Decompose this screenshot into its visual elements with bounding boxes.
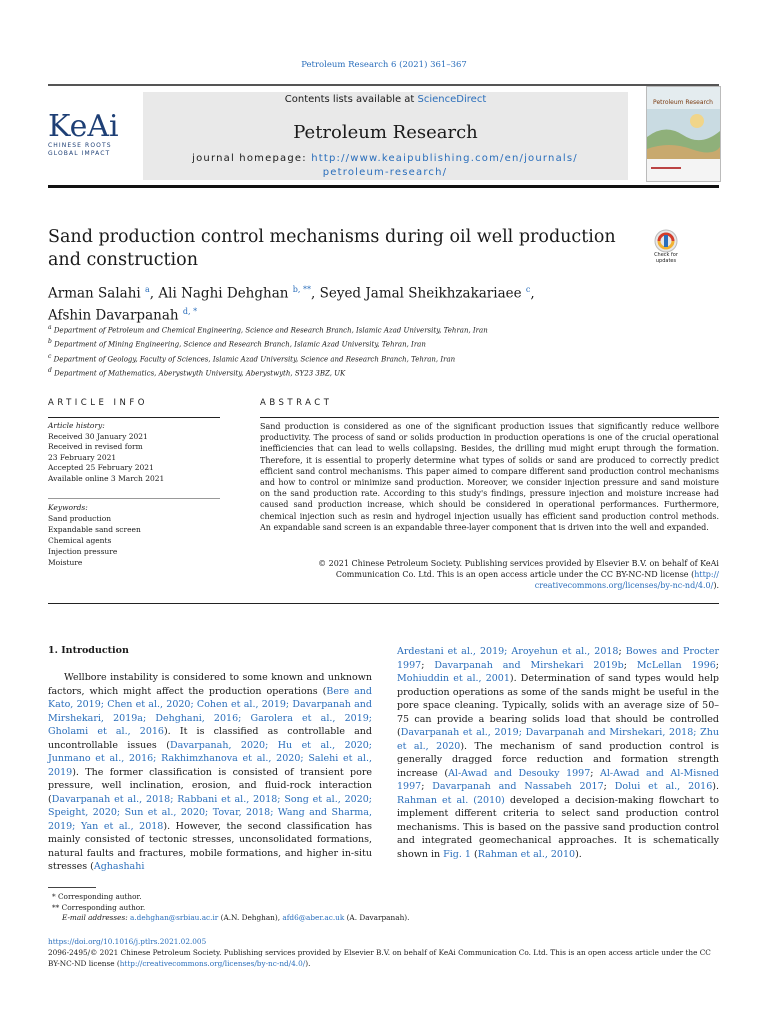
affiliation-text: Department of Mathematics, Aberystwyth University, Aberystwyth, SY23 3BZ, UK <box>54 369 346 378</box>
history-item: Received 30 January 2021 <box>48 431 148 441</box>
copyright-end: ). <box>305 958 311 968</box>
citation-link[interactable]: Davarpanah, 2020; Hu et al., 2020; Junmano et al., 2016; Rakhimzhanova et al., 2020; Salehi et al., 2019 <box>48 739 372 778</box>
citation-link[interactable]: McLellan 1996 <box>636 659 716 671</box>
license-link-part2[interactable]: creativecommons.org/licenses/by-nc-nd/4.0/ <box>534 581 714 591</box>
body-text: ; <box>421 659 435 671</box>
email1-owner: (A.N. Dehghan), <box>218 913 283 922</box>
affiliation-line <box>48 351 688 365</box>
citation-link[interactable]: Aghashahi <box>93 861 145 872</box>
journal-title: Petroleum Research <box>293 122 478 143</box>
citation-link[interactable]: Bere and Kato, 2019; Chen et al., 2020; Cohen et al., 2019; Davarpanah and Mirshekari, 2019a; Dehghani, 2016; Garolera et al., 2019; Gholami et al., 2016 <box>48 685 372 737</box>
email-link-davarpanah[interactable]: afd6@aber.ac.uk <box>282 913 345 922</box>
email2-owner: (A. Davarpanah). <box>344 913 410 922</box>
keai-logo <box>48 109 138 158</box>
copyright-notice <box>48 948 719 969</box>
affiliation-mark: a <box>48 324 52 331</box>
citation-link[interactable]: Ardestani et al., 2019; Aroyehun et al., 2018 <box>397 646 619 657</box>
affiliation-mark: c <box>48 352 52 360</box>
body-text: ; <box>421 781 433 792</box>
author-name: Ali Naghi Dehghan <box>158 285 289 302</box>
body-column-right <box>397 645 719 861</box>
author-affiliation-mark[interactable]: a <box>145 285 150 294</box>
history-label: Article history: <box>48 421 105 430</box>
history-item: Available online 3 March 2021 <box>48 473 165 483</box>
body-text: ; <box>715 659 719 671</box>
section-heading-introduction: 1. Introduction <box>48 645 129 656</box>
logo-tagline-line2: GLOBAL IMPACT <box>48 150 111 157</box>
body-text: Wellbore instability is considered to some known and unknown factors, which might affect the production operations ( <box>48 672 372 697</box>
citation-link[interactable]: Bowes and Procter 1997 <box>397 646 719 671</box>
crossmark-label: Check for updates <box>654 252 678 264</box>
logo-text: KeAi <box>48 109 119 144</box>
citation-link[interactable]: Al-Awad and Al-Misned 1997 <box>397 767 719 792</box>
abstract-text: Sand production is considered as one of the significant production issues that significantly reduce wellbore productivity. The process of sand or solids production in production operations is one of the crucial operational inefficiencies that can lead to wells collapsing. Besides, the drilling mud might erupt through the formation. Therefore, it is essential to properly determine what types of solids or sand are produced to correctly predict efficient sand control mechanisms. This paper aimed to compare different sand production control mechanisms and how to control or minimize sand production. Moreover, we consider injection pressure and sand moisture on the sand production rate. According to this study's findings, pressure injection and moisture increase had caused sand production increase, which should be considered in operational performances. Furthermore, chemical injection such as resin and hydrogel injection usually has efficient sand production control methods. An expandable sand screen is an expandable three-layer component that is driven into the well and expanded. <box>260 422 719 532</box>
contents-line <box>143 94 628 105</box>
corresponding-author-1: * Corresponding author. <box>52 892 142 901</box>
body-text: ). <box>575 848 582 860</box>
body-text: ; <box>623 659 637 671</box>
email-link-dehghan[interactable]: a.dehghan@srbiau.ac.ir <box>130 913 219 922</box>
footnotes <box>52 892 552 924</box>
keyword-item: Injection pressure <box>48 547 118 556</box>
citation-link[interactable]: Al-Awad and Desouky 1997 <box>448 767 591 779</box>
corresponding-author-2: ** Corresponding author. <box>52 902 146 912</box>
affiliations <box>48 322 688 379</box>
logo-tagline-line1: CHINESE ROOTS <box>48 142 112 149</box>
author-affiliation-mark[interactable]: b, ** <box>292 285 311 294</box>
affiliation-mark: b <box>48 338 52 346</box>
license-link-part1[interactable]: http:// <box>694 570 719 580</box>
citation-link[interactable]: Mohiuddin et al., 2001 <box>397 673 510 684</box>
affiliation-text: Department of Mining Engineering, Science and Research Branch, Islamic Azad University, Tehran, Iran <box>54 340 426 349</box>
abstract-bottom-rule <box>48 603 719 604</box>
history-items <box>48 432 223 485</box>
body-text: ( <box>470 848 478 860</box>
affiliation-line <box>48 365 688 379</box>
homepage-link-part1[interactable]: http://www.keaipublishing.com/en/journals/ <box>311 153 578 164</box>
keywords-rule <box>48 498 220 499</box>
keyword-item: Moisture <box>48 558 83 567</box>
keyword-item: Chemical agents <box>48 536 112 545</box>
contents-prefix: Contents lists available at <box>284 94 418 105</box>
body-text: ). It is classified as controllable and uncontrollable issues ( <box>48 726 372 751</box>
keyword-item: Expandable sand screen <box>48 525 141 534</box>
affiliation-line <box>48 322 688 336</box>
header-main-rule <box>48 185 719 188</box>
keyword-item: Sand production <box>48 514 112 523</box>
history-item: Accepted 25 February 2021 <box>48 463 154 472</box>
affiliation-line <box>48 336 688 350</box>
author-name: Arman Salahi <box>48 285 141 302</box>
abstract-rule <box>260 417 719 418</box>
article-title: Sand production control mechanisms during oil well production and construction <box>48 227 616 270</box>
keywords-label: Keywords: <box>48 503 88 512</box>
homepage-link-part2[interactable]: petroleum-research/ <box>322 167 448 178</box>
email-line <box>52 913 552 924</box>
citation-link[interactable]: Davarpanah et al., 2019; Davarpanah and Mirshekari, 2018; Zhu et al., 2020 <box>397 727 719 752</box>
article-info-rule <box>48 417 220 418</box>
journal-homepage <box>170 152 600 180</box>
body-text: ). Determination of sand types would help production operations as some of the sands might be useful in the pore space cleaning. Typically, solids with an average size of 50–75 can provide a bearing solids load that should be controlled ( <box>397 673 719 738</box>
email-label: E-mail addresses: <box>62 913 131 922</box>
citation-link[interactable]: Davarpanah et al., 2018; Rabbani et al., 2018; Song et al., 2020; Speight, 2020; Sun et al., 2020; Tovar, 2018; Wang and Sharma, 2019; Yan et al., 2018 <box>48 793 372 832</box>
author-name: Afshin Davarpanah <box>48 307 179 323</box>
homepage-prefix: journal homepage: <box>192 153 312 164</box>
article-info-heading: ARTICLE INFO <box>48 398 148 408</box>
body-text: ; <box>618 646 626 657</box>
body-text: developed a decision-making flowchart to implement different criteria to select sand production control mechanisms. This is based on the passive sand production control and integrated geomechanical approaches. It is schematically shown in <box>397 794 719 860</box>
copyright-license-link[interactable]: http://creativecommons.org/licenses/by-nc-nd/4.0/ <box>119 958 306 968</box>
author-list: Arman Salahi $^a$, Ali Naghi Dehghan $^{b, **}$, Seyed Jamal Sheikhzakariaee $^c$, Afshin Davarpanah $^{d, *}$ <box>48 285 535 323</box>
copyright-text: 2096-2495/© 2021 Chinese Petroleum Society. Publishing services provided by Elsevier B.V. on behalf of KeAi Communication Co. Ltd. This is an open access article under the CC BY-NC-ND license ( <box>48 948 711 968</box>
license-line1: © 2021 Chinese Petroleum Society. Publishing services provided by Elsevier B.V. on behalf of KeAi <box>318 559 719 568</box>
body-text: ; <box>590 767 601 779</box>
citation-link[interactable]: Rahman et al., 2010 <box>477 848 576 860</box>
header-top-rule <box>48 84 719 86</box>
logo-tagline <box>48 142 138 158</box>
abstract-heading: ABSTRACT <box>260 398 333 408</box>
citation-link[interactable]: Rahman et al. (2010) <box>397 794 505 806</box>
author-name: Seyed Jamal Sheikhzakariaee <box>319 285 522 302</box>
body-text: ). <box>712 781 719 792</box>
body-text: ). The former classification is consisted of transient pore pressure, well inclination, erosion, and fluid-rock interaction ( <box>48 766 372 805</box>
journal-citation[interactable]: Petroleum Research 6 (2021) 361–367 <box>301 60 467 70</box>
crossmark-icon <box>648 229 684 253</box>
sciencedirect-link[interactable]: ScienceDirect <box>417 94 487 105</box>
keywords-block <box>48 502 223 568</box>
license-line2: Communication Co. Ltd. This is an open access article under the CC BY-NC-ND license ( <box>335 570 695 580</box>
body-text: ). The mechanism of sand production control is generally dragged force reduction and formation strength increase ( <box>397 740 719 779</box>
article-history <box>48 421 223 484</box>
citation-link[interactable]: Fig. 1 <box>443 848 471 860</box>
body-text: ). However, the second classification has mainly consisted of tectonic stresses, unconsolidated formations, natural faults and fractures, mobile formations, and higher in-situ stresses ( <box>48 820 372 872</box>
body-text: ; <box>603 781 615 792</box>
author-affiliation-mark[interactable]: d, * <box>182 306 198 316</box>
affiliation-text: Department of Geology, Faculty of Sciences, Islamic Azad University, Science and Research Branch, Tehran, Iran <box>53 354 456 363</box>
history-item: 23 February 2021 <box>48 452 117 462</box>
affiliation-text: Department of Petroleum and Chemical Engineering, Science and Research Branch, Islamic Azad University, Tehran, Iran <box>53 326 488 335</box>
body-column-left <box>48 671 372 874</box>
license-end: ). <box>713 581 719 591</box>
affiliation-mark: d <box>48 366 52 374</box>
cover-title: Petroleum Research <box>653 99 713 106</box>
keyword-items <box>48 513 223 568</box>
author-affiliation-mark[interactable]: c <box>525 285 531 294</box>
abstract-license <box>260 558 719 592</box>
history-item: Received in revised form <box>48 442 143 451</box>
citation-link[interactable]: Davarpanah and Mirshekari 2019b <box>434 659 624 671</box>
doi-link[interactable]: https://doi.org/10.1016/j.ptlrs.2021.02.005 <box>48 937 207 946</box>
footnote-rule <box>48 887 96 888</box>
citation-link[interactable]: Dolui et al., 2016 <box>614 781 713 792</box>
citation-link[interactable]: Davarpanah and Nassabeh 2017 <box>432 781 604 792</box>
